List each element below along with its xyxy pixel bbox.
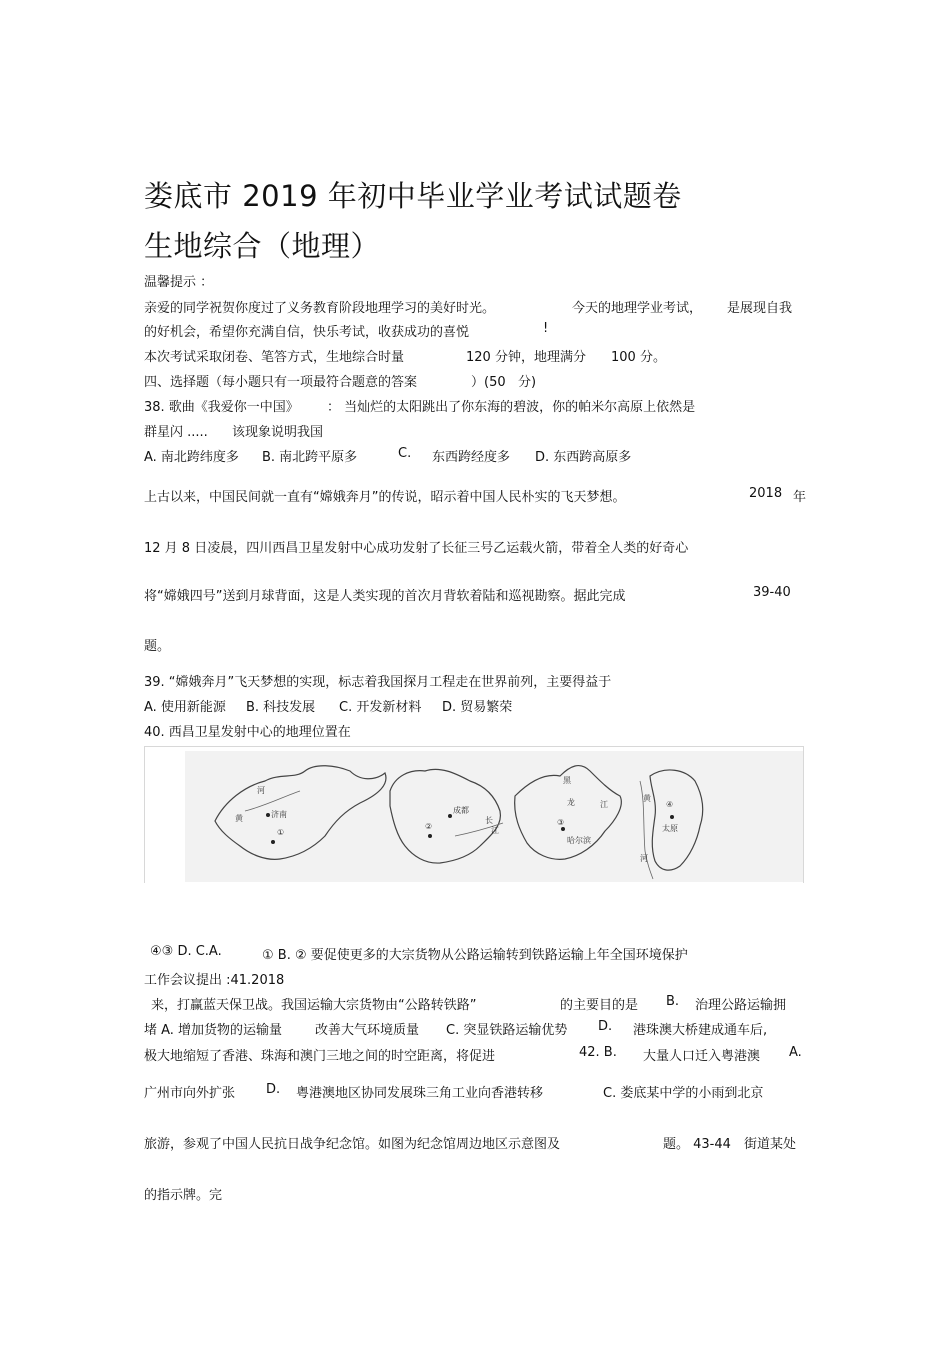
map-city-dot <box>448 814 452 818</box>
passage-text: 39-40 <box>753 585 791 600</box>
passage-text: 年 <box>793 490 807 505</box>
intro-text: ! <box>543 321 549 336</box>
question-text: 广州市向外扩张 <box>144 1086 236 1101</box>
map-label: 黄 <box>235 814 243 823</box>
question-39-option-d: D. 贸易繁荣 <box>442 700 513 715</box>
tip-label: 温馨提示 ： <box>144 275 214 290</box>
map-sichuan-outline <box>390 769 500 863</box>
map-label: ③ <box>557 818 565 827</box>
question-text: 街道某处 <box>744 1137 797 1152</box>
map-label: 太原 <box>662 824 678 833</box>
passage-text: 12 月 8 日凌晨，四川西昌卫星发射中心成功发射了长征三号乙运载火箭，带着全人类的好奇心 <box>144 541 689 556</box>
map-label: 黑 <box>563 776 571 785</box>
map-label: ② <box>425 822 433 831</box>
map-label: 黄 <box>643 794 651 803</box>
section-heading: ）(50 <box>471 375 506 390</box>
intro-text: 100 分。 <box>611 350 666 365</box>
passage-text: 题。 <box>144 639 171 654</box>
map-city-dot <box>271 840 275 844</box>
province-maps-image <box>185 751 804 882</box>
map-city-dot <box>670 815 674 819</box>
question-38-stem: 38. 歌曲《我爱你一中国》 <box>144 400 299 415</box>
question-38-option-a: A. 南北跨纬度多 <box>144 450 239 465</box>
question-text: A. <box>789 1045 802 1060</box>
question-40-stem: 40. 西昌卫星发射中心的地理位置在 <box>144 725 351 740</box>
map-label: 河 <box>257 786 265 795</box>
question-text: C. 突显铁路运输优势 <box>446 1023 568 1038</box>
question-text: D. <box>598 1019 613 1034</box>
question-text: 治理公路运输拥 <box>695 998 787 1013</box>
map-label: 成都 <box>453 806 469 815</box>
question-text: 42. B. <box>579 1045 617 1060</box>
page-subtitle: 生地综合（地理） <box>144 229 381 263</box>
map-label: ① <box>277 828 285 837</box>
question-text: 堵 A. 增加货物的运输量 <box>144 1023 283 1038</box>
map-label: 江 <box>600 800 608 809</box>
map-figure <box>144 746 804 883</box>
question-text: 大量人口迁入粤港澳 <box>643 1049 761 1064</box>
map-city-dot <box>561 827 565 831</box>
question-text: D. <box>266 1082 281 1097</box>
intro-text: 是展现自我 <box>727 301 793 316</box>
question-39-option-b: B. 科技发展 <box>246 700 316 715</box>
question-39-stem: 39. “嫦娥奔月”飞天梦想的实现，标志着我国探月工程走在世界前列，主要得益于 <box>144 675 612 690</box>
question-text: 改善大气环境质量 <box>315 1023 420 1038</box>
passage-text: 上古以来，中国民间就一直有“嫦娥奔月”的传说，昭示着中国人民朴实的飞天梦想。 <box>144 490 626 505</box>
question-38-option-b: B. 南北跨平原多 <box>262 450 358 465</box>
province-maps-svg <box>185 751 804 882</box>
question-text: 粤港澳地区协同发展珠三角工业向香港转移 <box>296 1086 544 1101</box>
map-label: 江 <box>491 826 499 835</box>
question-38-option-c: C. <box>398 446 412 461</box>
question-38-stem: 该现象说明我国 <box>232 425 324 440</box>
passage-text: 将“嫦娥四号”送到月球背面，这是人类实现的首次月背软着陆和巡视勘察。据此完成 <box>144 589 626 604</box>
map-label: 长 <box>485 816 493 825</box>
question-text: 工作会议提出 :41.2018 <box>144 973 285 988</box>
map-river-line <box>245 791 300 811</box>
intro-text: 亲爱的同学祝贺你度过了义务教育阶段地理学习的美好时光。 <box>144 301 496 316</box>
question-39-option-c: C. 开发新材料 <box>339 700 422 715</box>
question-text: B. <box>666 994 680 1009</box>
intro-text: 今天的地理学业考试， <box>572 301 703 316</box>
map-shanxi-outline <box>650 770 703 870</box>
question-38-stem: ： 当灿烂的太阳跳出了你东海的碧波，你的帕米尔高原上依然是 <box>327 400 696 415</box>
answer-text: ④③ D. C.A. <box>150 944 222 959</box>
answer-text: ① B. ② 要促使更多的大宗货物从公路运输转到铁路运输上年全国环境保护 <box>262 948 688 963</box>
question-text: C. 娄底某中学的小雨到北京 <box>603 1086 764 1101</box>
question-38-option-d: D. 东西跨高原多 <box>535 450 632 465</box>
question-text: 的主要目的是 <box>560 998 639 1013</box>
section-heading: 四、选择题（每小题只有一项最符合题意的答案 <box>144 375 418 390</box>
map-label: 龙 <box>567 798 575 807</box>
page-title: 娄底市 2019 年初中毕业学业考试试题卷 <box>144 179 682 213</box>
question-text: 极大地缩短了香港、珠海和澳门三地之间的时空距离，将促进 <box>144 1049 496 1064</box>
question-text: 题。 43-44 <box>663 1137 731 1152</box>
intro-text: 的好机会，希望你充满自信，快乐考试，收获成功的喜悦 <box>144 325 470 340</box>
section-heading: 分) <box>518 375 537 390</box>
question-38-stem: 群星闪 ..... <box>144 425 208 440</box>
map-city-dot <box>428 834 432 838</box>
map-label: 河 <box>640 854 648 863</box>
question-text: 旅游，参观了中国人民抗日战争纪念馆。如图为纪念馆周边地区示意图及 <box>144 1137 561 1152</box>
question-38-option-c-text: 东西跨经度多 <box>432 450 511 465</box>
map-label: 济南 <box>271 810 287 819</box>
map-city-dot <box>266 813 270 817</box>
intro-text: 本次考试采取闭卷、笔答方式，生地综合时量 <box>144 350 405 365</box>
question-text: 的指示牌。完 <box>144 1188 223 1203</box>
passage-text: 2018 <box>749 486 783 501</box>
map-shandong-outline <box>215 766 386 860</box>
map-label: 哈尔滨 <box>567 836 591 845</box>
map-label: ④ <box>666 800 674 809</box>
question-text: 港珠澳大桥建成通车后, <box>633 1023 768 1038</box>
question-39-option-a: A. 使用新能源 <box>144 700 226 715</box>
question-text: 来，打赢蓝天保卫战。我国运输大宗货物由“公路转铁路” <box>151 998 477 1013</box>
intro-text: 120 分钟，地理满分 <box>466 350 586 365</box>
